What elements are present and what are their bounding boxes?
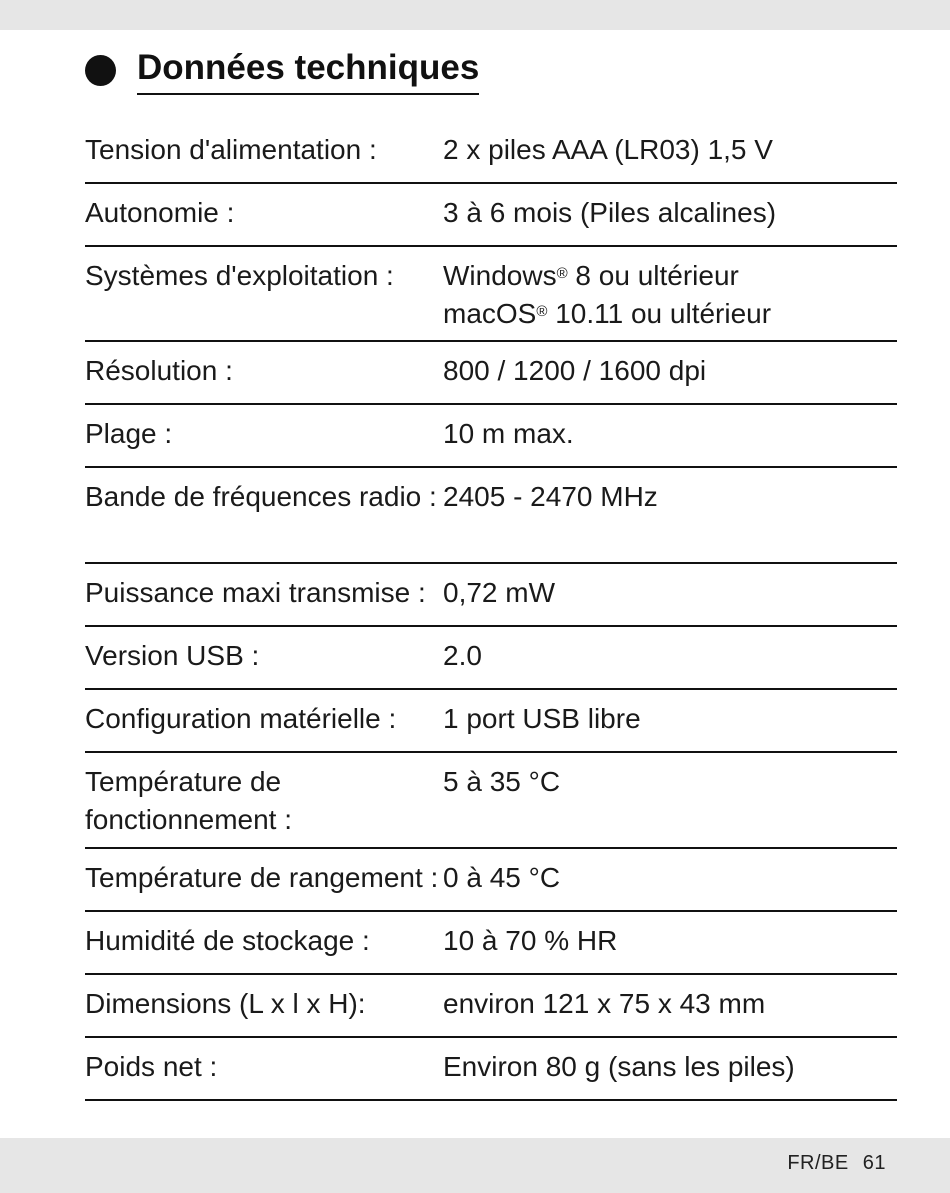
spec-label: Température de fonctionnement : bbox=[85, 766, 293, 835]
spec-value bbox=[443, 763, 897, 847]
spec-table bbox=[85, 121, 897, 1101]
spec-value-line: 10 m max. bbox=[443, 418, 574, 449]
spec-value bbox=[443, 922, 897, 973]
spec-value-line: 2.0 bbox=[443, 640, 482, 671]
spec-value-line: macOS® 10.11 ou ultérieur bbox=[443, 298, 772, 329]
spec-value-line: 10 à 70 % HR bbox=[443, 925, 618, 956]
spec-value-line: 3 à 6 mois (Piles alcalines) bbox=[443, 197, 777, 228]
spec-label: Plage : bbox=[85, 418, 173, 449]
spec-label: Configuration matérielle : bbox=[85, 703, 397, 734]
table-row bbox=[85, 247, 897, 342]
spec-value bbox=[443, 985, 897, 1036]
table-row bbox=[85, 912, 897, 975]
table-row bbox=[85, 690, 897, 753]
spec-label: Résolution : bbox=[85, 355, 233, 386]
spec-value bbox=[443, 131, 897, 182]
spec-label: Dimensions (L x l x H): bbox=[85, 988, 366, 1019]
spec-value bbox=[443, 1048, 897, 1099]
spec-label: Température de rangement : bbox=[85, 862, 439, 893]
table-row bbox=[85, 564, 897, 627]
spec-value bbox=[443, 700, 897, 751]
table-row bbox=[85, 184, 897, 247]
spec-value-line: 0 à 45 °C bbox=[443, 862, 561, 893]
spec-value bbox=[443, 478, 897, 562]
table-row bbox=[85, 342, 897, 405]
spec-value-line: 800 / 1200 / 1600 dpi bbox=[443, 355, 707, 386]
footer-locale: FR/BE bbox=[787, 1152, 849, 1174]
top-margin-band bbox=[0, 0, 950, 30]
spec-value-line: environ 121 x 75 x 43 mm bbox=[443, 988, 766, 1019]
table-row bbox=[85, 405, 897, 468]
spec-value-line: 2405 - 2470 MHz bbox=[443, 481, 658, 512]
table-row bbox=[85, 1038, 897, 1101]
spec-label: Bande de fréquences radio : bbox=[85, 481, 437, 512]
footer bbox=[787, 1152, 886, 1175]
spec-label: Version USB : bbox=[85, 640, 260, 671]
spec-label: Humidité de stockage : bbox=[85, 925, 370, 956]
spec-value bbox=[443, 637, 897, 688]
spec-label: Tension d'alimentation : bbox=[85, 134, 377, 165]
table-row bbox=[85, 468, 897, 564]
spec-label: Puissance maxi transmise : bbox=[85, 577, 426, 608]
table-row bbox=[85, 975, 897, 1038]
spec-value bbox=[443, 194, 897, 245]
spec-value bbox=[443, 352, 897, 403]
table-row bbox=[85, 627, 897, 690]
spec-value bbox=[443, 574, 897, 625]
page-number: 61 bbox=[862, 1152, 886, 1174]
spec-value-line: 5 à 35 °C bbox=[443, 766, 561, 797]
spec-value-line: 0,72 mW bbox=[443, 577, 556, 608]
spec-label: Autonomie : bbox=[85, 197, 235, 228]
spec-value bbox=[443, 859, 897, 910]
spec-value bbox=[443, 257, 897, 340]
spec-value bbox=[443, 415, 897, 466]
table-row bbox=[85, 121, 897, 184]
spec-value-line: 1 port USB libre bbox=[443, 703, 641, 734]
section-heading bbox=[85, 46, 479, 95]
table-row bbox=[85, 849, 897, 912]
spec-value-line: 2 x piles AAA (LR03) 1,5 V bbox=[443, 134, 773, 165]
spec-value-line: Windows® 8 ou ultérieur bbox=[443, 260, 739, 291]
table-row bbox=[85, 753, 897, 849]
page-title: Données techniques bbox=[137, 46, 479, 95]
bullet-icon bbox=[85, 55, 116, 86]
spec-label: Systèmes d'exploitation : bbox=[85, 260, 394, 291]
spec-value-line: Environ 80 g (sans les piles) bbox=[443, 1051, 795, 1082]
spec-label: Poids net : bbox=[85, 1051, 218, 1082]
